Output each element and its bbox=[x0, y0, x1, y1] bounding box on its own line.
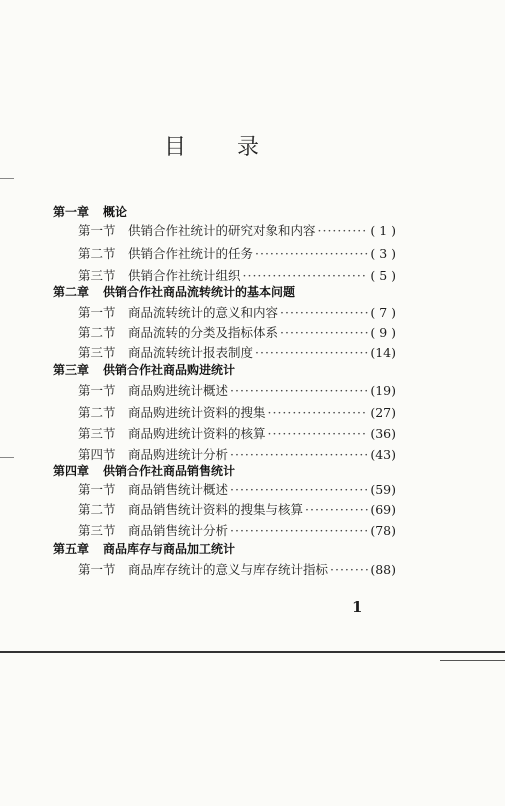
chapter-number: 第五章 bbox=[53, 542, 90, 556]
chapter-number: 第二章 bbox=[53, 285, 90, 299]
dot-leader bbox=[230, 447, 368, 462]
section-page: ( 5 ) bbox=[370, 268, 396, 283]
toc-entry bbox=[78, 424, 396, 442]
page-number: 1 bbox=[352, 598, 363, 616]
section-page: (27) bbox=[370, 405, 396, 420]
section-page: ( 9 ) bbox=[370, 325, 396, 340]
section-title: 商品购进统计资料的搜集 bbox=[128, 405, 266, 420]
chapter-number: 第三章 bbox=[53, 363, 90, 377]
dot-leader bbox=[330, 562, 368, 577]
chapter-title: 供销合作社商品流转统计的基本问题 bbox=[103, 285, 296, 299]
toc-entry bbox=[78, 403, 396, 421]
section-title: 商品购进统计分析 bbox=[128, 447, 229, 462]
dot-leader bbox=[230, 482, 368, 497]
toc-entry bbox=[78, 381, 396, 399]
chapter-heading bbox=[53, 540, 235, 557]
section-title: 商品库存统计的意义与库存统计指标 bbox=[128, 562, 329, 577]
section-page: (88) bbox=[370, 562, 396, 577]
dot-leader bbox=[230, 523, 368, 538]
section-title: 商品销售统计概述 bbox=[128, 482, 229, 497]
chapter-heading bbox=[53, 203, 127, 220]
section-page: (19) bbox=[370, 383, 396, 398]
section-title: 商品销售统计资料的搜集与核算 bbox=[128, 502, 304, 517]
page-title: 目 录 bbox=[164, 135, 281, 160]
section-page: (43) bbox=[370, 447, 396, 462]
toc-entry bbox=[78, 560, 396, 578]
section-page: (59) bbox=[370, 482, 396, 497]
toc-entry bbox=[78, 221, 396, 239]
dot-leader bbox=[280, 305, 368, 320]
toc-entry bbox=[78, 266, 396, 284]
section-page: ( 3 ) bbox=[370, 246, 396, 261]
section-number: 第二节 bbox=[78, 405, 116, 420]
chapter-heading bbox=[53, 361, 235, 378]
section-title: 供销合作社统计组织 bbox=[128, 268, 241, 283]
edge-scan-mark bbox=[0, 178, 14, 179]
section-number: 第三节 bbox=[78, 426, 116, 441]
section-page: (36) bbox=[370, 426, 396, 441]
chapter-title: 供销合作社商品销售统计 bbox=[103, 464, 236, 478]
toc-entry bbox=[78, 343, 396, 361]
chapter-title: 供销合作社商品购进统计 bbox=[103, 363, 236, 377]
section-number: 第二节 bbox=[78, 502, 116, 517]
section-title: 商品流转统计报表制度 bbox=[128, 345, 254, 360]
section-number: 第一节 bbox=[78, 305, 116, 320]
section-number: 第三节 bbox=[78, 268, 116, 283]
section-number: 第二节 bbox=[78, 246, 116, 261]
section-page: (78) bbox=[370, 523, 396, 538]
section-page: ( 1 ) bbox=[370, 223, 396, 238]
dot-leader bbox=[305, 502, 368, 517]
section-page: (69) bbox=[370, 502, 396, 517]
section-title: 商品购进统计概述 bbox=[128, 383, 229, 398]
chapter-heading bbox=[53, 462, 235, 479]
section-number: 第三节 bbox=[78, 345, 116, 360]
dot-leader bbox=[243, 268, 369, 283]
section-number: 第一节 bbox=[78, 383, 116, 398]
section-title: 商品流转统计的意义和内容 bbox=[128, 305, 279, 320]
section-title: 供销合作社统计的任务 bbox=[128, 246, 254, 261]
section-title: 商品流转的分类及指标体系 bbox=[128, 325, 279, 340]
section-number: 第三节 bbox=[78, 523, 116, 538]
section-title: 商品销售统计分析 bbox=[128, 523, 229, 538]
section-title: 商品购进统计资料的核算 bbox=[128, 426, 266, 441]
toc-entry bbox=[78, 244, 396, 262]
chapter-heading bbox=[53, 283, 295, 300]
dot-leader bbox=[255, 246, 368, 261]
dot-leader bbox=[318, 223, 369, 238]
chapter-title: 商品库存与商品加工统计 bbox=[103, 542, 236, 556]
section-number: 第一节 bbox=[78, 482, 116, 497]
toc-entry bbox=[78, 323, 396, 341]
edge-scan-mark bbox=[0, 457, 14, 458]
section-number: 第一节 bbox=[78, 223, 116, 238]
dot-leader bbox=[230, 383, 368, 398]
chapter-number: 第一章 bbox=[53, 205, 90, 219]
section-page: ( 7 ) bbox=[370, 305, 396, 320]
section-page: (14) bbox=[370, 345, 396, 360]
dot-leader bbox=[268, 426, 369, 441]
toc-entry bbox=[78, 480, 396, 498]
section-number: 第二节 bbox=[78, 325, 116, 340]
chapter-title: 概论 bbox=[103, 205, 128, 219]
section-number: 第四节 bbox=[78, 447, 116, 462]
page-bottom-rule bbox=[0, 651, 505, 653]
dot-leader bbox=[268, 405, 369, 420]
toc-entry bbox=[78, 500, 396, 518]
section-number: 第一节 bbox=[78, 562, 116, 577]
toc-entry bbox=[78, 521, 396, 539]
page-bottom-rule-short bbox=[440, 660, 505, 661]
toc-entry bbox=[78, 303, 396, 321]
dot-leader bbox=[280, 325, 368, 340]
chapter-number: 第四章 bbox=[53, 464, 90, 478]
section-title: 供销合作社统计的研究对象和内容 bbox=[128, 223, 316, 238]
dot-leader bbox=[255, 345, 368, 360]
toc-entry bbox=[78, 445, 396, 463]
